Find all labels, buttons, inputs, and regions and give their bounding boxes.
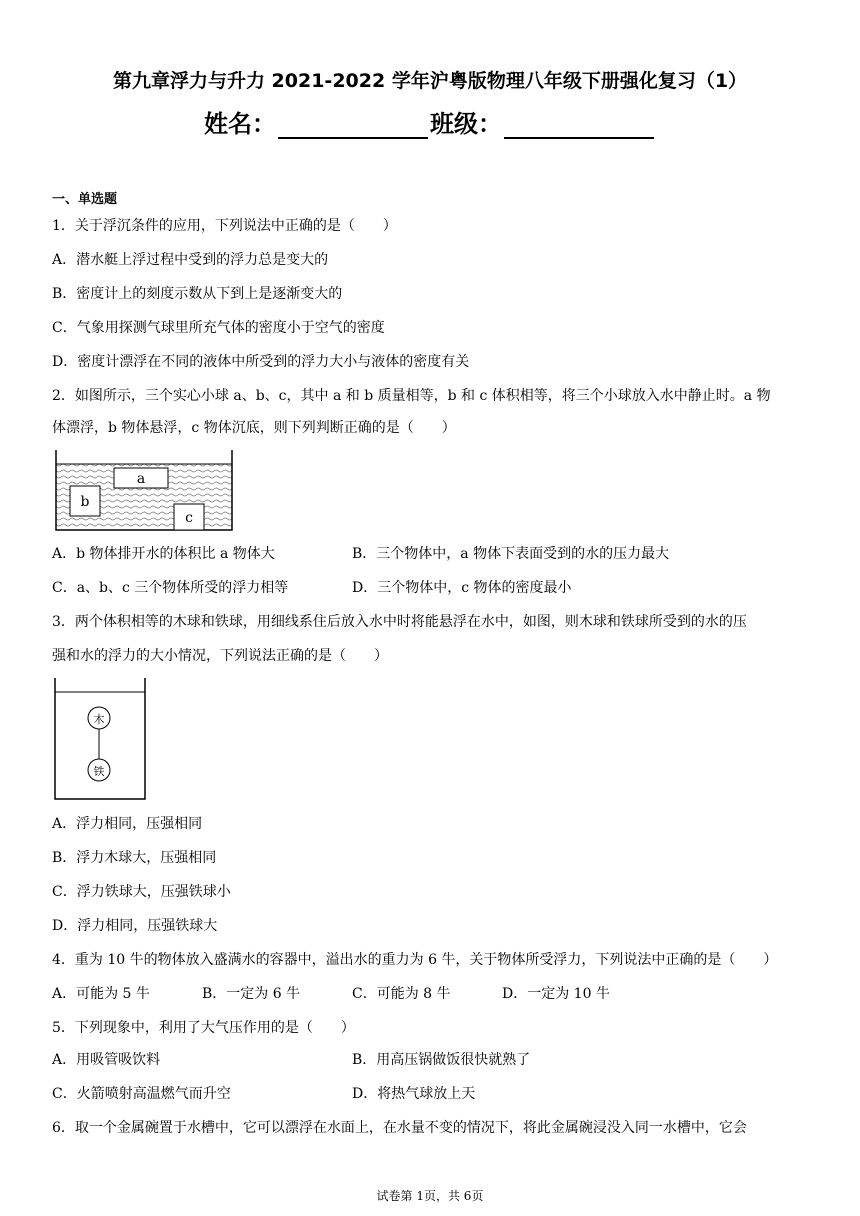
q6-stem-line1: 6．取一个金属碗置于水槽中，它可以漂浮在水面上，在水量不变的情况下，将此金属碗浸没入同一水槽中，它会 bbox=[52, 1120, 747, 1136]
q3-stem-line2: 强和水的浮力的大小情况，下列说法正确的是（ ） bbox=[52, 648, 388, 664]
q5-option-b: B．用高压锅做饭很快就熟了 bbox=[352, 1052, 531, 1068]
page-footer: 试卷第 1页，共 6页 bbox=[376, 1189, 484, 1203]
q1-option-d: D．密度计漂浮在不同的液体中所受到的浮力大小与液体的密度有关 bbox=[52, 354, 470, 370]
object-a-label: a bbox=[136, 471, 146, 487]
object-b-label: b bbox=[80, 494, 90, 510]
wood-ball-label: 木 bbox=[93, 713, 105, 726]
object-c-label: c bbox=[185, 510, 193, 526]
q5-option-c: C．火箭喷射高温燃气而升空 bbox=[52, 1086, 231, 1102]
q4-option-c: C．可能为 8 牛 bbox=[352, 986, 451, 1002]
q2-option-a: A．b 物体排开水的体积比 a 物体大 bbox=[52, 546, 275, 562]
q1-option-a: A．潜水艇上浮过程中受到的浮力总是变大的 bbox=[52, 252, 329, 268]
name-class-line bbox=[0, 104, 860, 139]
iron-ball-label: 铁 bbox=[93, 765, 105, 778]
class-label: 班级： bbox=[430, 110, 502, 138]
q1-option-c: C．气象用探测气球里所充气体的密度小于空气的密度 bbox=[52, 320, 385, 336]
q3-figure-container bbox=[52, 678, 148, 802]
q3-option-b: B．浮力木球大，压强相同 bbox=[52, 850, 217, 866]
class-blank[interactable] bbox=[504, 113, 654, 139]
q2-option-c: C．a、b、c 三个物体所受的浮力相等 bbox=[52, 580, 289, 596]
q3-stem-line1: 3．两个体积相等的木球和铁球，用细线系住后放入水中时将能悬浮在水中，如图，则木球和铁球所受到的水的压 bbox=[52, 614, 747, 630]
q3-option-a: A．浮力相同，压强相同 bbox=[52, 816, 203, 832]
q3-option-c: C．浮力铁球大，压强铁球小 bbox=[52, 884, 231, 900]
page-title: 第九章浮力与升力 2021-2022 学年沪粤版物理八年级下册强化复习（1） bbox=[112, 70, 748, 92]
q4-option-d: D．一定为 10 牛 bbox=[502, 986, 610, 1002]
q4-stem: 4．重为 10 牛的物体放入盛满水的容器中，溢出水的重力为 6 牛，关于物体所受浮力，下列说法中正确的是（ ） bbox=[52, 952, 778, 968]
name-label: 姓名： bbox=[204, 110, 276, 138]
q4-option-b: B．一定为 6 牛 bbox=[202, 986, 301, 1002]
q3-option-d: D．浮力相同，压强铁球大 bbox=[52, 918, 218, 934]
name-blank[interactable] bbox=[278, 113, 428, 139]
section-title: 一、单选题 bbox=[52, 192, 118, 207]
q5-option-d: D．将热气球放上天 bbox=[352, 1086, 476, 1102]
q2-stem-line1: 2．如图所示，三个实心小球 a、b、c，其中 a 和 b 质量相等，b 和 c 体积相等，将三个小球放入水中静止时。a 物 bbox=[52, 388, 771, 404]
q2-option-b: B．三个物体中，a 物体下表面受到的水的压力最大 bbox=[352, 546, 670, 562]
q2-option-d: D．三个物体中，c 物体的密度最小 bbox=[352, 580, 572, 596]
q2-figure-container bbox=[52, 450, 236, 534]
q1-stem: 1．关于浮沉条件的应用，下列说法中正确的是（ ） bbox=[52, 218, 397, 234]
q4-option-a: A．可能为 5 牛 bbox=[52, 986, 150, 1002]
q2-stem-line2: 体漂浮，b 物体悬浮，c 物体沉底，则下列判断正确的是（ ） bbox=[52, 420, 456, 436]
q5-option-a: A．用吸管吸饮料 bbox=[52, 1052, 161, 1068]
q5-stem: 5．下列现象中，利用了大气压作用的是（ ） bbox=[52, 1020, 355, 1036]
q1-option-b: B．密度计上的刻度示数从下到上是逐渐变大的 bbox=[52, 286, 343, 302]
